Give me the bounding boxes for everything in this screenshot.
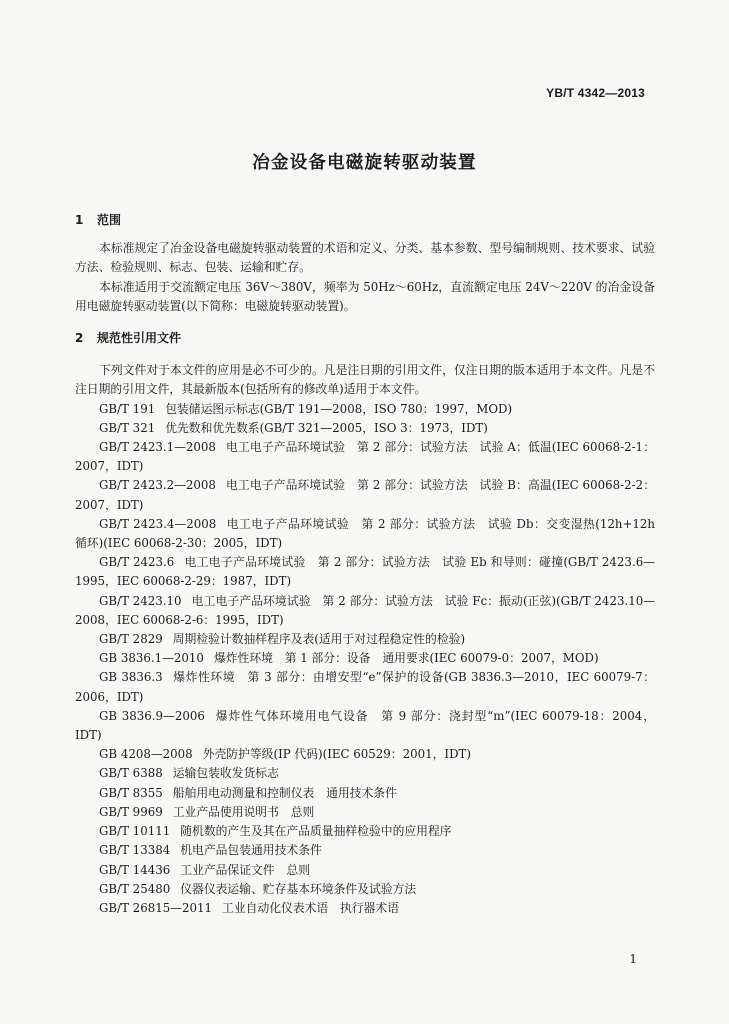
reference-code: GB/T 2423.2—2008 xyxy=(99,478,216,493)
reference-text: 电工电子产品环境试验 第 2 部分：试验方法 试验 B：高温(IEC 60068-2-2：2007，IDT) xyxy=(75,478,655,512)
reference-item xyxy=(75,476,655,514)
reference-text: 电工电子产品环境试验 第 2 部分：试验方法 试验 A：低温(IEC 60068-2-1：2007，IDT) xyxy=(75,440,655,474)
reference-code: GB/T 14436 xyxy=(99,862,171,877)
section-title: 规范性引用文件 xyxy=(97,331,182,346)
reference-code: GB/T 2829 xyxy=(99,632,163,647)
reference-item xyxy=(75,861,655,880)
reference-code: GB/T 6388 xyxy=(99,766,163,781)
references-intro: 下列文件对于本文件的应用是必不可少的。凡是注日期的引用文件，仅注日期的版本适用于本文件。凡是不注日期的引用文件，其最新版本(包括所有的修改单)适用于本文件。 xyxy=(75,363,655,397)
reference-text: 船舶用电动测量和控制仪表 通用技术条件 xyxy=(172,785,397,800)
reference-text: 机电产品包装通用技术条件 xyxy=(180,843,322,858)
reference-code: GB/T 26815—2011 xyxy=(99,900,213,915)
reference-item xyxy=(75,649,655,668)
reference-item xyxy=(75,438,655,476)
section-2-heading xyxy=(75,329,655,348)
reference-text: 仪器仪表运输、贮存基本环境条件及试验方法 xyxy=(180,881,417,896)
section-title: 范围 xyxy=(97,213,122,227)
reference-item xyxy=(75,668,655,706)
reference-code: GB/T 8355 xyxy=(99,785,163,800)
reference-item xyxy=(75,515,655,553)
reference-item xyxy=(75,803,655,822)
reference-code: GB/T 13384 xyxy=(99,843,171,858)
reference-code: GB/T 25480 xyxy=(99,881,171,896)
reference-code: GB/T 321 xyxy=(99,420,156,435)
reference-code: GB/T 2423.4—2008 xyxy=(99,516,217,531)
reference-code: GB/T 10111 xyxy=(99,824,171,839)
page-number: 1 xyxy=(629,952,637,966)
reference-text: 工业产品保证文件 总则 xyxy=(180,862,310,877)
reference-code: GB 3836.9—2006 xyxy=(99,708,205,723)
reference-item xyxy=(75,707,655,745)
reference-item xyxy=(75,784,655,803)
reference-code: GB/T 2423.6 xyxy=(99,555,175,570)
reference-item xyxy=(75,841,655,860)
reference-code: GB/T 2423.1—2008 xyxy=(99,440,216,455)
document-code: YB/T 4342—2013 xyxy=(546,86,645,100)
scope-paragraph-1: 本标准规定了冶金设备电磁旋转驱动装置的术语和定义、分类、基本参数、型号编制规则、技术要求、试验方法、检验规则、标志、包装、运输和贮存。 xyxy=(75,241,655,275)
reference-text: 工业产品使用说明书 总则 xyxy=(172,804,315,819)
reference-item xyxy=(75,400,655,419)
reference-text: 电工电子产品环境试验 第 2 部分：试验方法 试验 Db：交变湿热(12h+12h 循环)(IEC 60068-2-30：2005，IDT) xyxy=(75,516,655,551)
reference-text: 电工电子产品环境试验 第 2 部分：试验方法 试验 Eb 和导则：碰撞(GB/T 2423.6—1995，IEC 60068-2-29：1987，IDT) xyxy=(75,555,655,589)
reference-item xyxy=(75,899,655,918)
reference-code: GB/T 191 xyxy=(99,401,156,416)
reference-text: 外壳防护等级(IP 代码)(IEC 60529：2001，IDT) xyxy=(202,747,471,762)
reference-list xyxy=(75,400,655,918)
reference-code: GB 4208—2008 xyxy=(99,747,193,762)
reference-text: 周期检验计数抽样程序及表(适用于对过程稳定性的检验) xyxy=(172,632,466,647)
section-number: 2 xyxy=(75,331,84,346)
reference-code: GB/T 2423.10 xyxy=(99,593,182,608)
reference-text: 包装储运图示标志(GB/T 191—2008，ISO 780：1997，MOD) xyxy=(165,401,513,416)
scope-paragraph-2: 本标准适用于交流额定电压 36V～380V，频率为 50Hz～60Hz，直流额定电压 24V～220V 的冶金设备用电磁旋转驱动装置(以下简称：电磁旋转驱动装置)。 xyxy=(75,279,655,313)
reference-text: 爆炸性气体环境用电气设备 第 9 部分：浇封型“m”(IEC 60079-18：2004，IDT) xyxy=(75,708,655,743)
reference-code: GB 3836.3 xyxy=(99,670,163,685)
reference-text: 运输包装收发货标志 xyxy=(172,766,279,781)
section-number: 1 xyxy=(75,213,84,227)
reference-code: GB/T 9969 xyxy=(99,804,163,819)
document-body xyxy=(75,211,655,918)
reference-item xyxy=(75,822,655,841)
reference-item xyxy=(75,880,655,899)
document-title: 冶金设备电磁旋转驱动装置 xyxy=(252,153,477,173)
reference-item xyxy=(75,630,655,649)
reference-text: 工业自动化仪表术语 执行器术语 xyxy=(222,900,400,915)
reference-text: 电工电子产品环境试验 第 2 部分：试验方法 试验 Fc：振动(正弦)(GB/T 2423.10—2008，IEC 60068-2-6：1995，IDT) xyxy=(75,593,656,627)
reference-text: 随机数的产生及其在产品质量抽样检验中的应用程序 xyxy=(180,824,452,839)
reference-text: 优先数和优先数系(GB/T 321—2005，ISO 3：1973，IDT) xyxy=(165,420,488,435)
reference-text: 爆炸性环境 第 3 部分：由增安型“e”保护的设备(GB 3836.3—2010，IEC 60079-7：2006，IDT) xyxy=(75,670,655,704)
reference-text: 爆炸性环境 第 1 部分：设备 通用要求(IEC 60079-0：2007，MOD) xyxy=(213,651,599,666)
reference-code: GB 3836.1—2010 xyxy=(99,651,204,666)
reference-item xyxy=(75,764,655,783)
reference-item xyxy=(75,592,655,630)
reference-item xyxy=(75,419,655,438)
section-1-heading xyxy=(75,211,655,230)
reference-item xyxy=(75,745,655,764)
reference-item xyxy=(75,553,655,591)
